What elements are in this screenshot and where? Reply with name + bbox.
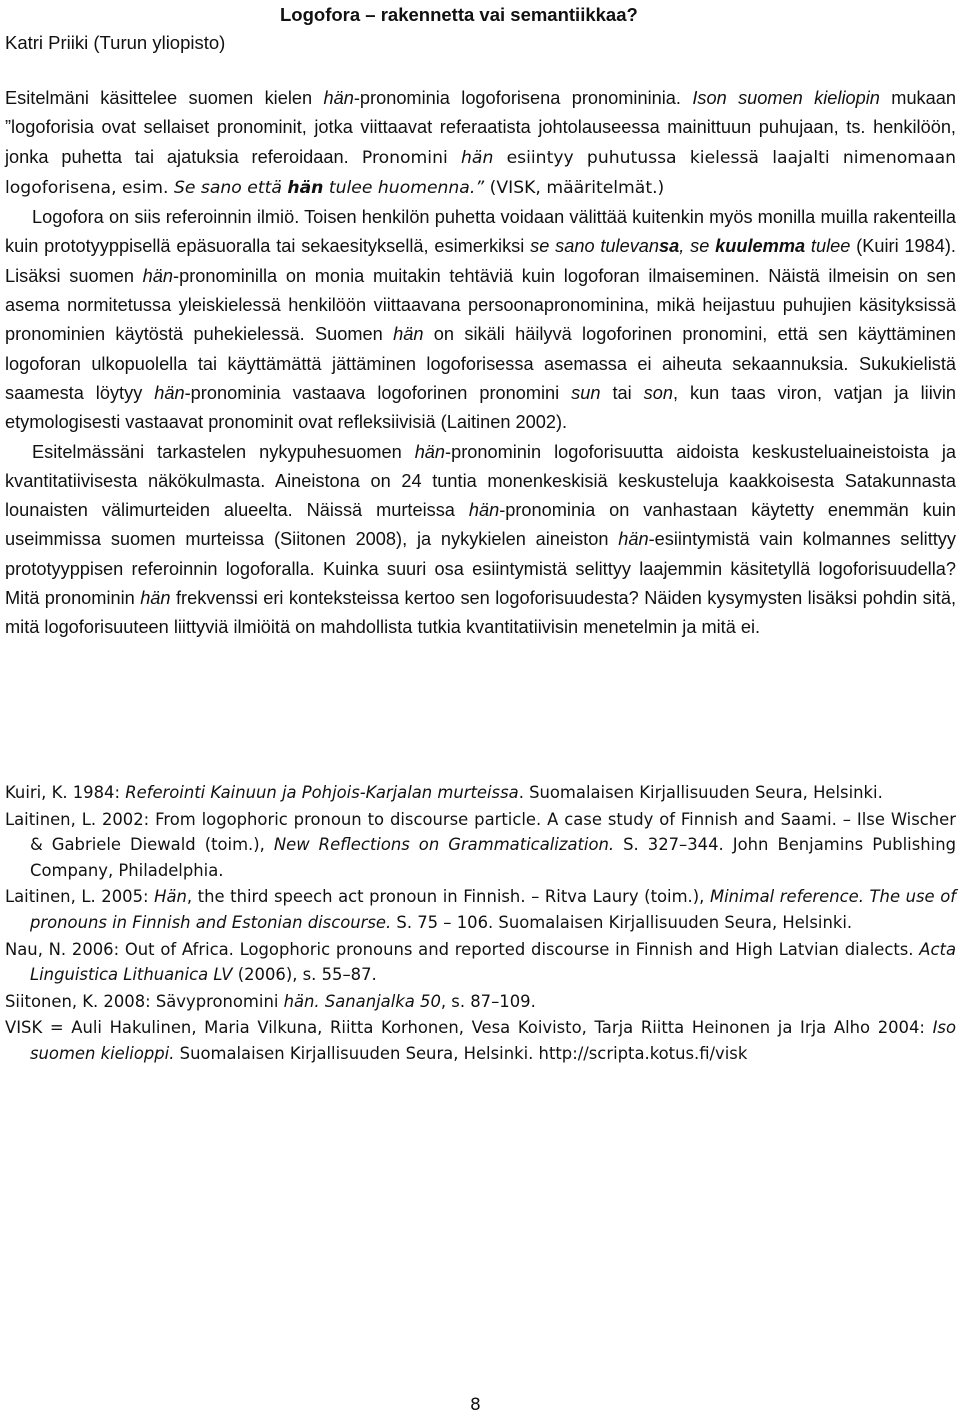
text-run: Kuiri, K. 1984: — [5, 783, 126, 802]
text-run: tai — [600, 382, 644, 403]
text-run: , se — [679, 236, 716, 257]
text-run: Suomalaisen Kirjallisuuden Seura, Helsinki. http://scripta.kotus.fi/visk — [174, 1043, 748, 1063]
text-run: hän. Sananjalka 50 — [283, 991, 441, 1011]
text-run: sa — [659, 236, 680, 257]
text-run: Hän — [154, 887, 187, 907]
text-run: Ison suomen kieliopin — [692, 88, 880, 108]
text-run: , kun taas viron, vatjan ja liivin etymologisesti vastaavat pronominit ovat refleksiivisiä (Laitinen 2002). — [5, 382, 956, 433]
text-run: (VISK, määritelmät.) — [484, 177, 665, 198]
text-run: VISK = Auli Hakulinen, Maria Vilkuna, Riitta Korhonen, Vesa Koivisto, Tarja Riitta Heinonen ja Irja Alho 2004: — [5, 1018, 933, 1038]
text-run: Laitinen, L. 2002: From logophoric pronoun to discourse particle. A case study of Finnish and Saami. – Ilse Wischer & Gabriele Diewald (toim.), — [5, 809, 956, 855]
abstract-paragraph-1 — [5, 84, 956, 643]
text-run: , the third speech act pronoun in Finnish. – Ritva Laury (toim.), — [186, 887, 710, 907]
text-run: Esitelmässäni tarkastelen nykypuhesuomen — [32, 441, 415, 462]
text-run: sun — [571, 382, 601, 403]
text-run: hän — [393, 324, 424, 345]
text-run: Acta Linguistica Lithuanica LV — [30, 939, 956, 985]
text-run: hän — [287, 177, 324, 198]
text-run: (2006), s. 55–87. — [232, 965, 377, 985]
reference-item — [5, 937, 956, 988]
text-run: hän — [461, 147, 494, 168]
text-run: -pronominia vastaava logoforinen pronomini — [184, 382, 572, 403]
references-list — [5, 780, 956, 1068]
text-run: Esitelmäni käsittelee suomen kielen — [5, 88, 324, 108]
text-run: hän — [618, 529, 649, 550]
author-line: Katri Priiki (Turun yliopisto) — [5, 32, 226, 53]
text-run: Laitinen, L. 2005: — [5, 887, 155, 907]
reference-item — [5, 1015, 956, 1066]
text-run: (Kuiri 1984). Lisäksi suomen — [5, 236, 956, 286]
text-run: kuulemma — [715, 236, 806, 257]
text-run: Nau, N. 2006: Out of Africa. Logophoric pronouns and reported discourse in Finnish and High Latvian dialects. — [5, 939, 920, 959]
text-run: hän — [414, 441, 446, 462]
text-run: hän — [323, 88, 354, 108]
text-run: -esiintymistä vain kolmannes selittyy prototyyppisen referoinnin logoforalla. Kuinka suuri osa esiintymistä selittyy laajemmin käsitetyllä logoforisuudella? Mitä pronominin — [5, 529, 956, 609]
text-run: Siitonen, K. 2008: Sävypronomini — [5, 991, 284, 1011]
text-run: S. 327–344. John Benjamins Publishing Company, Philadelphia. — [30, 835, 957, 880]
text-run: . Suomalaisen Kirjallisuuden Seura, Helsinki. — [518, 783, 883, 802]
page-title: Logofora – rakennetta vai semantiikkaa? — [280, 4, 638, 25]
text-run: frekvenssi eri konteksteissa kertoo sen logoforisuudesta? Näiden kysymysten lisäksi pohdin sitä, mitä logoforisuuteen liittyviä ilmiöitä on mahdollista tutkia kvantitatiivisin menetelmin ja mitä ei. — [5, 588, 956, 638]
text-run: hän — [468, 500, 500, 521]
abstract-paragraph-3 — [5, 438, 956, 643]
text-run: se sano tulevan — [530, 236, 660, 257]
text-run: Pronomini — [348, 147, 462, 168]
text-run: -pronominilla on monia muitakin tehtäviä kuin logoforan ilmaiseminen. Näistä ilmeisin on sen asema normitetussa yleiskielessä henkilöön viittaavana persoonapronominina, mikä heijastuu puhujien käsityksissä pronominien käytöstä puhekielessä. Suomen — [5, 265, 956, 345]
text-run: , s. 87–109. — [440, 991, 536, 1011]
text-run: tulee huomenna.” — [323, 177, 485, 198]
text-run: New Reflections on Grammaticalization. — [273, 835, 615, 855]
text-run: Se sano että — [173, 177, 288, 198]
text-run: Logofora on siis referoinnin ilmiö. Toisen henkilön puhetta voidaan välittää kuitenkin myös monilla muilla rakenteilla kuin prototyyppisellä epäsuoralla tai sekaesityksellä, esimerkiksi — [5, 207, 956, 257]
text-run: hän — [142, 265, 174, 286]
text-run: hän — [154, 382, 185, 403]
text-run: S. 75 – 106. Suomalaisen Kirjallisuuden Seura, Helsinki. — [391, 912, 853, 932]
text-run: tulee — [805, 236, 851, 257]
text-run: esiintyy puhutussa kielessä laajalti nimenomaan logoforisena, esim. — [5, 147, 956, 198]
reference-item — [5, 780, 956, 806]
page-number: 8 — [470, 1395, 481, 1415]
text-run: mukaan ”logoforisia ovat sellaiset pronominit, jotka viittaavat referaatista johtolauseessa mainittuun puhujaan, ts. henkilöön, jonka puhetta tai ajatuksia referoidaan. — [5, 88, 956, 167]
reference-item — [5, 884, 956, 935]
text-run: on sikäli häilyvä logoforinen pronomini, että sen käyttäminen logoforan ulkopuolella tai käyttämättä jättäminen logoforisessa asemassa ei aiheuta sekaannuksia. Sukukielistä saamesta löytyy — [5, 324, 956, 403]
reference-item — [5, 989, 956, 1015]
text-run: -pronominin logoforisuutta aidoista keskusteluaineistoista ja kvantitatiivisesta näkökulmasta. Aineistona on 24 tuntia monenkeskisiä keskusteluja kaakkoisesta Satakunnasta lounaisten välimurteiden alueelta. Näissä murteissa — [5, 441, 956, 521]
text-run: hän — [140, 588, 171, 609]
text-run: Minimal reference. The use of pronouns in Finnish and Estonian discourse. — [30, 887, 957, 932]
text-run: Iso suomen kielioppi. — [30, 1018, 956, 1063]
text-run: -pronominia on vanhastaan käytetty enemmän kuin useimmissa suomen murteissa (Siitonen 2008), ja nykykielen aineiston — [5, 500, 956, 550]
text-run: son — [643, 382, 673, 403]
text-run: Referointi Kainuun ja Pohjois-Karjalan murteissa — [125, 783, 519, 802]
abstract-paragraph-2 — [5, 203, 956, 437]
reference-item — [5, 807, 956, 884]
text-run: -pronominia logoforisena pronomininia. — [353, 88, 693, 108]
